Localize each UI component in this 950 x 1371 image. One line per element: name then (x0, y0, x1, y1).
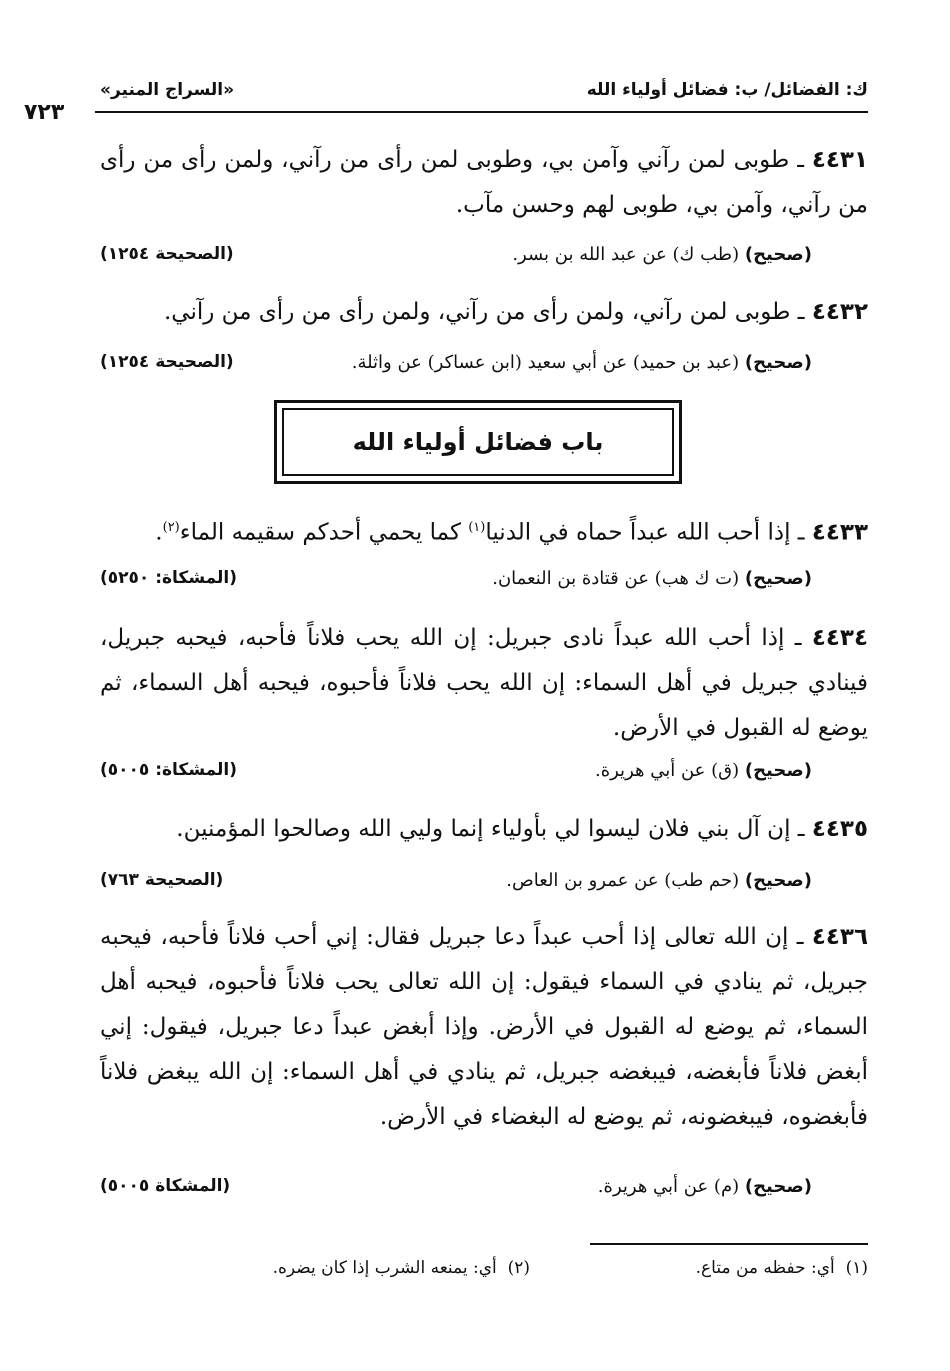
hadith-source (595, 760, 812, 781)
hadith-number: ٤٤٣١ (811, 147, 868, 173)
hadith-number: ٤٤٣٣ (811, 519, 868, 546)
grade: (صحيح) (744, 244, 812, 265)
footnote-2 (273, 1258, 530, 1278)
hadith-source (506, 870, 812, 891)
grade: (صحيح) (744, 870, 812, 891)
reference: (الصحيحة ١٢٥٤) (100, 244, 234, 264)
reference: (الصحيحة ٧٦٣) (100, 870, 224, 890)
source-text: (طب ك) عن عبد الله بن بسر. (512, 244, 740, 265)
header-rule (95, 111, 868, 113)
footnote-marker: (٢) (507, 1258, 530, 1278)
hadith-source-row (100, 244, 868, 274)
hadith-text: ٤٤٣٦ ـ إن الله تعالى إذا أحب عبداً دعا جبريل فقال: إني أحب فلاناً فأحبه، فيحبه جبريل، ثم ينادي في السماء فيقول: إن الله تعالى يحب فلاناً فأحبوه، فيحبه أهل السماء، ثم يوضع له القبول في الأرض. وإذا أبغض عبداً دعا جبريل، فيقول: إني أبغض فلاناً فأبغضه، فيبغضه جبريل، ثم ينادي في أهل السماء: إن الله يبغض فلاناً فأبغضوه، فيبغضونه، ثم يوضع له البغضاء في الأرض. (100, 924, 868, 1130)
footnote-marker: (٢) (162, 520, 180, 535)
reference: (المشكاة: ٥٢٥٠) (100, 568, 237, 588)
source-text: (حم طب) عن عمرو بن العاص. (506, 870, 740, 891)
hadith-number: ٤٤٣٥ (811, 816, 868, 842)
hadith-4436 (100, 915, 868, 1140)
hadith-body: إذا أحب الله عبداً حماه في الدنيا (485, 519, 791, 546)
reference: (الصحيحة ١٢٥٤) (100, 352, 234, 372)
source-text: (ت ك هب) عن قتادة بن النعمان. (492, 568, 740, 589)
hadith-source-row (100, 352, 868, 382)
hadith-source (492, 568, 812, 589)
hadith-4432 (100, 290, 868, 335)
grade: (صحيح) (744, 1176, 812, 1197)
grade: (صحيح) (744, 352, 812, 373)
hadith-body: طوبى لمن رآني، ولمن رأى من رآني، ولمن رأى من رأى من رآني. (163, 299, 791, 325)
hadith-body: إن الله تعالى إذا أحب عبداً دعا جبريل فقال: إني أحب فلاناً فأحبه، فيحبه جبريل، ثم ينادي في السماء فيقول: إن الله تعالى يحب فلاناً فأحبوه، فيحبه أهل السماء، ثم يوضع له القبول في الأرض. وإذا أبغض عبداً دعا جبريل، فيقول: إني أبغض فلاناً فأبغضه، فيبغضه جبريل، ثم ينادي في أهل السماء: إن الله يبغض فلاناً فأبغضوه، فيبغضونه، ثم يوضع له البغضاء في الأرض. (100, 924, 868, 1130)
footnote-rule (590, 1243, 868, 1245)
source-text: (م) عن أبي هريرة. (597, 1176, 740, 1197)
hadith-text: ٤٤٣٢ ـ طوبى لمن رآني، ولمن رأى من رآني، ولمن رأى من رأى من رآني. (163, 299, 868, 325)
running-header-book: «السراج المنير» (100, 80, 235, 100)
hadith-source-row (100, 1176, 868, 1206)
hadith-source (352, 352, 812, 373)
source-text: (ق) عن أبي هريرة. (594, 760, 740, 781)
hadith-text: ٤٤٣٥ ـ إن آل بني فلان ليسوا لي بأولياء إنما وليي الله وصالحوا المؤمنين. (176, 816, 868, 842)
hadith-text: ٤٤٣١ ـ طوبى لمن رآني وآمن بي، وطوبى لمن رأى من رآني، ولمن رأى من رأى من رآني، وآمن بي، طوبى لهم وحسن مآب. (100, 147, 868, 218)
hadith-body: كما يحمي أحدكم سقيمه الماء (179, 519, 469, 546)
hadith-text: ٤٤٣٤ ـ إذا أحب الله عبداً نادى جبريل: إن الله يحب فلاناً فأحبه، فيحبه جبريل، فينادي جبريل في أهل السماء: إن الله يحب فلاناً فأحبوه، فيحبه أهل السماء، ثم يوضع له القبول في الأرض. (100, 625, 868, 741)
hadith-body: إذا أحب الله عبداً نادى جبريل: إن الله يحب فلاناً فأحبه، فيحبه جبريل، فينادي جبريل في أهل السماء: إن الله يحب فلاناً فأحبوه، فيحبه أهل السماء، ثم يوضع له القبول في الأرض. (100, 625, 868, 741)
hadith-4431 (100, 138, 868, 228)
hadith-4435 (100, 807, 868, 852)
footnote-marker: (١) (468, 520, 486, 535)
chapter-heading-box (274, 400, 682, 484)
hadith-4434 (100, 616, 868, 751)
footnote-text: أي: حفظه من متاع. (695, 1258, 835, 1278)
footnote-1 (696, 1258, 868, 1278)
hadith-body: طوبى لمن رآني وآمن بي، وطوبى لمن رأى من رآني، ولمن رأى من رأى من رآني، وآمن بي، طوبى لهم وحسن مآب. (100, 147, 868, 218)
footnote-marker: (١) (845, 1258, 868, 1278)
hadith-source (512, 244, 812, 265)
hadith-4433 (100, 505, 868, 556)
source-text: (عبد بن حميد) عن أبي سعيد (ابن عساكر) عن واثلة. (351, 352, 740, 373)
hadith-text: ٤٤٣٣ ـ إذا أحب الله عبداً حماه في الدنيا$^{(١)}$ كما يحمي أحدكم سقيمه الماء$^{(٢)}$. (155, 519, 868, 546)
page-number: ٧٢٣ (24, 100, 65, 125)
hadith-number: ٤٤٣٤ (811, 625, 868, 651)
reference: (المشكاة: ٥٠٠٥) (100, 760, 237, 780)
running-header-section: ك: الفضائل/ ب: فضائل أولياء الله (586, 80, 868, 100)
hadith-source-row (100, 568, 868, 598)
hadith-source-row (100, 760, 868, 790)
grade: (صحيح) (744, 760, 812, 781)
footnote-text: أي: يمنعه الشرب إذا كان يضره. (272, 1258, 497, 1278)
hadith-body: إن آل بني فلان ليسوا لي بأولياء إنما وليي الله وصالحوا المؤمنين. (176, 816, 791, 842)
reference: (المشكاة ٥٠٠٥) (100, 1176, 231, 1196)
grade: (صحيح) (744, 568, 812, 589)
hadith-source-row (100, 870, 868, 900)
chapter-title: باب فضائل أولياء الله (282, 408, 674, 476)
hadith-number: ٤٤٣٢ (811, 299, 868, 325)
hadith-source (598, 1176, 812, 1197)
hadith-number: ٤٤٣٦ (811, 924, 868, 950)
